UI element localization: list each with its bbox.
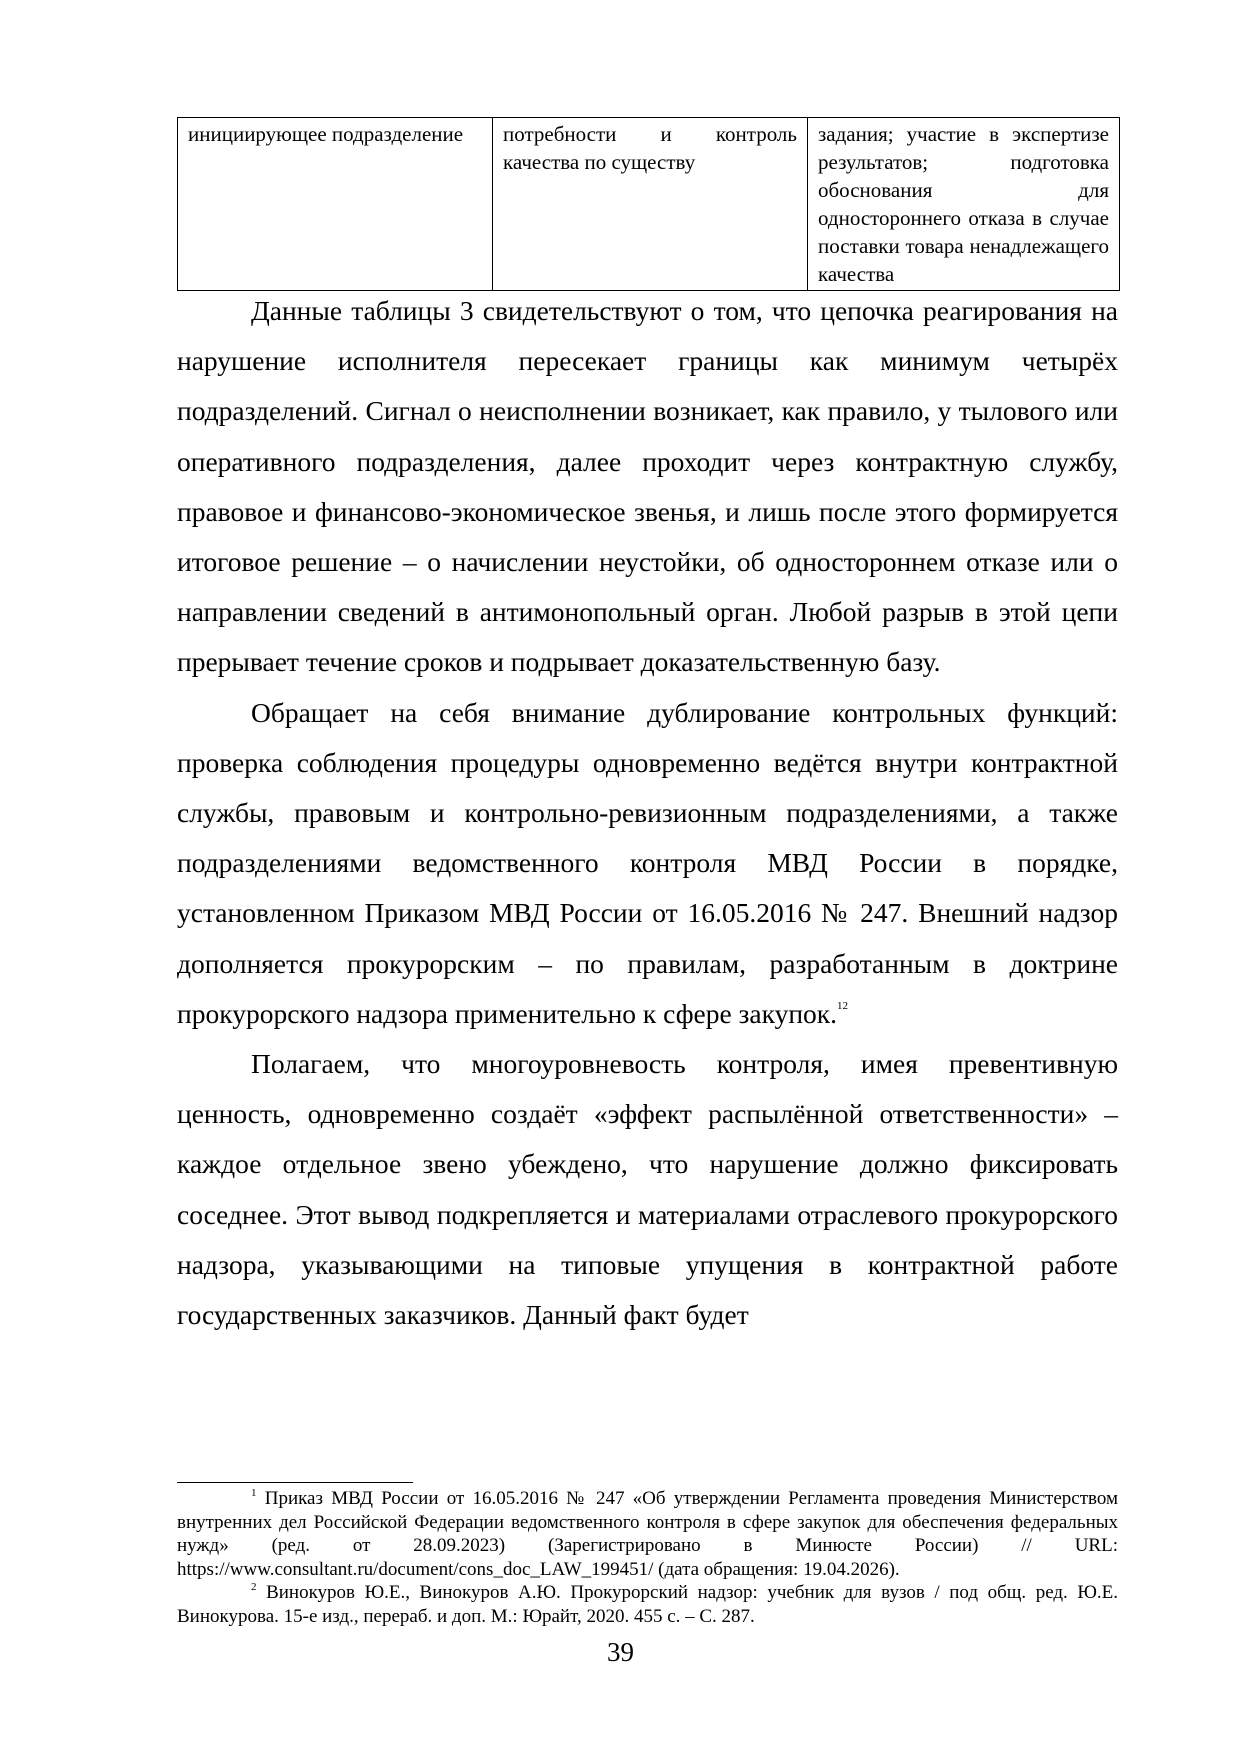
table-fragment — [177, 117, 1120, 291]
footnote-text: Винокуров Ю.Е., Винокуров А.Ю. Прокурорский надзор: учебник для вузов / под общ. ред. Ю.Е. Винокурова. 15-е изд., перераб. и доп. М.: Юрайт, 2020. 455 с. – С. 287. — [177, 1582, 1118, 1627]
footnote-text: Приказ МВД России от 16.05.2016 № 247 «Об утверждении Регламента проведения Министерством внутренних дел Российской Федерации ведомственного контроля в сфере закупок для обеспечения федеральных нужд» (ред. от 28.09.2023) (Зарегистрировано в Минюсте России) // URL: https://www.consultant.ru/document/cons_doc_LAW_199451/ (дата обращения: 19.04.2026). — [177, 1488, 1118, 1580]
footnote — [177, 1581, 1118, 1628]
paragraph: Данные таблицы 3 свидетельствуют о том, что цепочка реагирования на нарушение исполнителя пересекает границы как минимум четырёх подразделений. Сигнал о неисполнении возникает, как правило, у тылового или оперативного подразделения, далее проходит через контрактную службу, правовое и финансово-экономическое звенья, и лишь после этого формируется итоговое решение – о начислении неустойки, об одностороннем отказе или о направлении сведений в антимонопольный орган. Любой разрыв в этой цепи прерывает течение сроков и подрывает доказательственную базу. — [177, 295, 1118, 678]
table-cell: потребности и контроль качества по существу — [493, 118, 808, 291]
footnote-separator — [177, 1482, 413, 1483]
footnote-marker: 1 — [251, 1487, 257, 1499]
table-cell: инициирующее подразделение — [178, 118, 493, 291]
table-row — [178, 118, 1120, 291]
body-text — [177, 286, 1118, 1340]
paragraph — [177, 688, 1118, 1039]
footnote-marker: 2 — [251, 1581, 257, 1593]
page-number: 39 — [607, 1637, 634, 1667]
table-cell: задания; участие в экспертизе результатов; подготовка обоснования для одностороннего отказа в случае поставки товара ненадлежащего качества — [808, 118, 1120, 291]
footnote-reference[interactable]: 12 — [837, 999, 849, 1012]
footnotes — [177, 1487, 1118, 1628]
paragraph-text: Обращает на себя внимание дублирование контрольных функций: проверка соблюдения процедуры одновременно ведётся внутри контрактной службы, правовым и контрольно-ревизионным подразделениями, а также подразделениями ведомственного контроля МВД России в порядке, установленном Приказом МВД России от 16.05.2016 № 247. Внешний надзор дополняется прокурорским – по правилам, разработанным в доктрине прокурорского надзора применительно к сфере закупок. — [177, 696, 1118, 1029]
footnote — [177, 1487, 1118, 1581]
paragraph: Полагаем, что многоуровневость контроля, имея превентивную ценность, одновременно создаёт «эффект распылённой ответственности» – каждое отдельное звено убеждено, что нарушение должно фиксировать соседнее. Этот вывод подкрепляется и материалами отраслевого прокурорского надзора, указывающими на типовые упущения в контрактной работе государственных заказчиков. Данный факт будет — [177, 1048, 1118, 1331]
